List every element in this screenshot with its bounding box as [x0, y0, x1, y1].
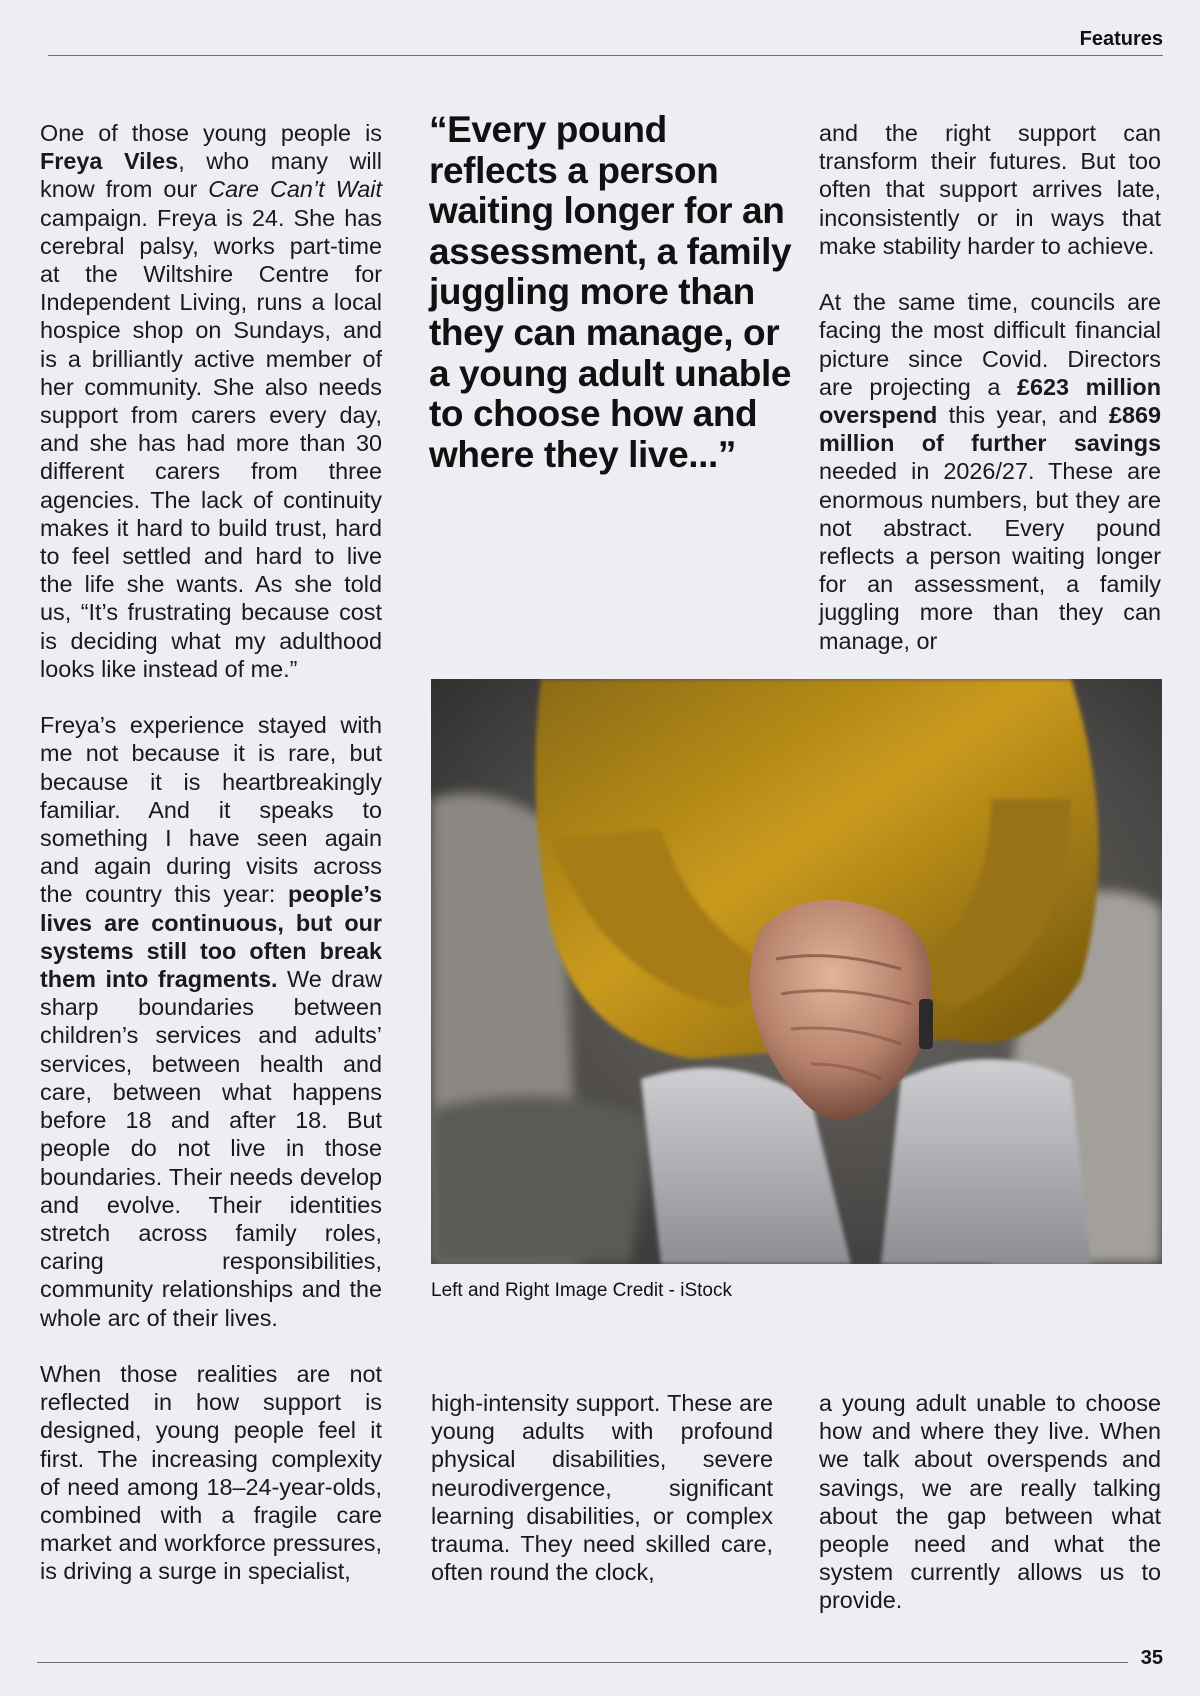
emphasis-savings: £869 million of further savings [819, 402, 1161, 457]
article-column-middle-bottom [431, 1389, 773, 1586]
article-column-left [40, 119, 382, 1332]
emphasis-continuous-lives: people’s lives are continuous, but our systems still too often break them into fragments. [40, 881, 382, 993]
photo-illustration [431, 679, 1162, 1264]
article-photo-clasped-hands [431, 679, 1162, 1264]
paragraph-freya: One of those young people is Freya Viles, who many will know from our Care Can’t Wait campaign. Freya is 24. She has cerebral palsy, works part-time at the Wiltshire Centre for Independent Living, runs a local hospice shop on Sundays, and is a brilliantly active member of her community. She also needs support from carers every day, and she has had more than 30 different carers from three agencies. The lack of continuity makes it hard to build trust, hard to feel settled and hard to live the life she wants. As she told us, “It’s frustrating because cost is deciding what my adulthood looks like instead of me.” [40, 120, 382, 682]
article-column-left-bottom [40, 1360, 382, 1586]
image-caption: Left and Right Image Credit - iStock [431, 1280, 732, 1301]
page-number: 35 [1140, 1647, 1163, 1669]
paragraph-gap: a young adult unable to choose how and where they live. When we talk about overspends and savings, we are really talking about the gap between what people need and what the system currently allows us to provide. [819, 1390, 1161, 1614]
paragraph-finances: At the same time, councils are facing the most difficult financial picture since Covid. Directors are projecting a £623 million overspend this year, and £869 million of further savings needed in 2026/27. These are enormous numbers, but they are not abstract. Every pound reflects a person waiting longer for an assessment, a family juggling more than they can manage, or [819, 289, 1162, 654]
article-column-right [819, 119, 1161, 655]
header-rule [48, 55, 1163, 56]
emphasis-overspend: £623 million overspend [819, 373, 1162, 429]
paragraph-high-intensity: high-intensity support. These are young adults with profound physical disabilities, severe neurodivergence, significant learning disabilities, or complex trauma. They need skilled care, often round the clock, [431, 1390, 773, 1586]
paragraph-realities: When those realities are not reflected in how support is designed, young people feel it first. The increasing complexity of need among 18–24-year-olds, combined with a fragile care market and workforce pressures, is driving a surge in specialist, [40, 1361, 382, 1585]
article-column-right-bottom [819, 1389, 1161, 1615]
section-label: Features [1079, 28, 1163, 50]
footer-rule [37, 1662, 1128, 1663]
paragraph-support: and the right support can transform their futures. But too often that support arrives late, inconsistently or in ways that make stability harder to achieve. [819, 120, 1161, 259]
paragraph-experience: Freya’s experience stayed with me not because it is rare, but because it is heartbreakingly familiar. And it speaks to something I have seen again and again during visits across the country this year: people’s lives are continuous, but our systems still too often break them into fragments. We draw sharp boundaries between children’s services and adults’ services, between health and care, between what happens before 18 and after 18. But people do not live in those boundaries. Their needs develop and evolve. Their identities stretch across family roles, caring responsibilities, community relationships and the whole arc of their lives. [40, 712, 382, 1331]
campaign-name: Care Can’t Wait [208, 176, 382, 203]
pull-quote: “Every pound reflects a person waiting longer for an assessment, a family juggling more than they can manage, or a young adult unable to choose how and where they live...” [429, 109, 792, 475]
name-freya-viles: Freya Viles [40, 148, 179, 175]
